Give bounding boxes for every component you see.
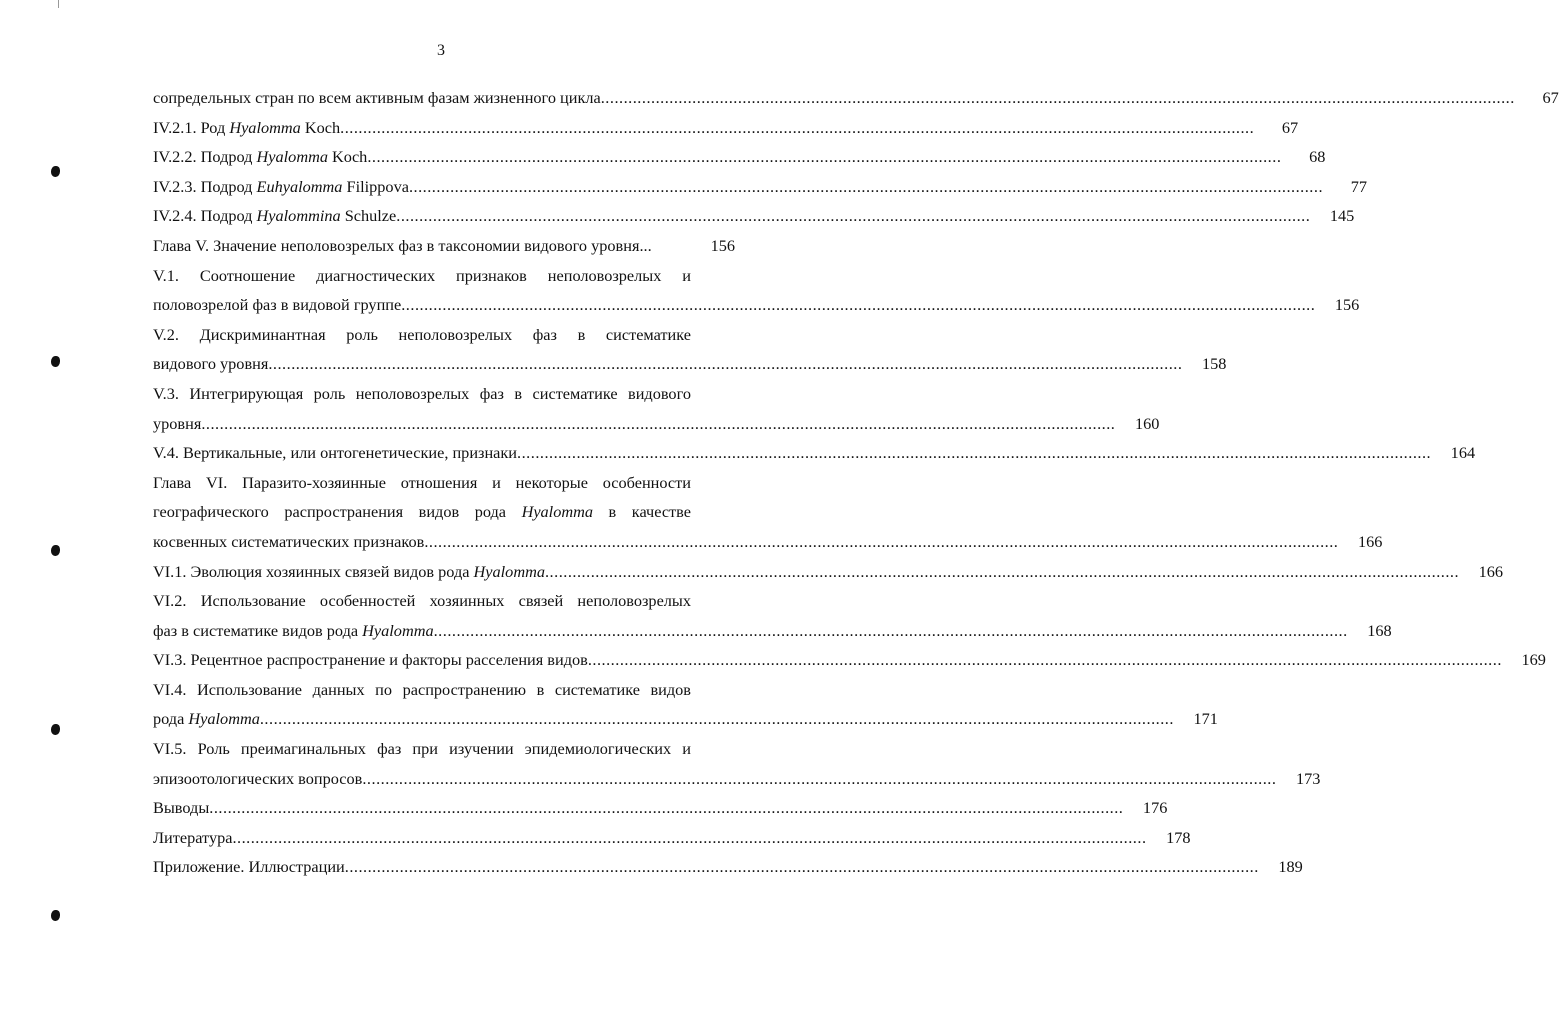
- binding-hole-mark: [51, 166, 60, 177]
- page-ref: 166: [1357, 531, 1383, 551]
- dot-leader: ........................................................................................................................................................................................................: [340, 117, 1255, 137]
- toc-entry-text: [153, 852, 345, 882]
- toc-line: [153, 83, 1559, 113]
- dot-leader: ........................................................................................................................................................................................................: [209, 798, 1124, 818]
- table-of-contents: [153, 83, 1559, 882]
- toc-entry-text: [153, 527, 424, 557]
- entry-text-part: V.4. Вертикальные, или онтогенетические, признаки: [153, 443, 518, 463]
- toc-entry-text: [153, 616, 434, 646]
- page-ref-spacer: [691, 320, 735, 350]
- entry-text-part: Koch: [327, 147, 368, 167]
- entry-text-part: IV.2.3. Подрод: [153, 176, 257, 196]
- toc-entry-text: [153, 734, 691, 764]
- toc-line: [153, 261, 735, 291]
- toc-entry-text: [153, 201, 396, 231]
- toc-line: [153, 764, 1321, 794]
- page-ref-spacer: [691, 734, 735, 764]
- page-ref-spacer: [691, 468, 735, 498]
- page-ref: 164: [1450, 443, 1476, 463]
- dot-leader: ........................................................................................................................................................................................................: [201, 413, 1116, 433]
- toc-line: [153, 142, 1326, 172]
- entry-text-part: IV.2.1. Род: [153, 117, 230, 137]
- toc-entry-text: [153, 704, 260, 734]
- binding-hole-mark: [51, 910, 60, 921]
- entry-text-part: сопредельных стран по всем активным фазам жизненного цикла: [153, 88, 601, 107]
- binding-hole-mark: [51, 545, 60, 556]
- entry-text-part: VI.1. Эволюция хозяинных связей видов рода: [153, 561, 474, 581]
- dot-leader: ........................................................................................................................................................................................................: [268, 354, 1183, 374]
- entry-text-part: Литература: [153, 827, 233, 847]
- entry-text-part: в качестве: [593, 502, 691, 522]
- taxon-name: Euhyalomma: [256, 176, 343, 196]
- toc-entry-text: [153, 379, 691, 409]
- toc-entry-text: [153, 231, 691, 261]
- entry-text-part: IV.2.2. Подрод: [153, 147, 257, 167]
- toc-line: [153, 172, 1368, 202]
- page-ref: 77: [1350, 176, 1368, 196]
- entry-text-part: эпизоотологических вопросов: [153, 768, 363, 788]
- entry-text-part: VI.3. Рецентное распространение и факторы расселения видов: [153, 650, 588, 670]
- entry-text-part: Schulze: [340, 206, 397, 226]
- toc-line: [153, 527, 1383, 557]
- toc-line: [153, 645, 1546, 675]
- page-ref: 156: [710, 235, 735, 255]
- toc-entry-text: [153, 468, 691, 498]
- toc-entry-text: [153, 557, 545, 587]
- page-ref-spacer: [691, 261, 735, 291]
- toc-entry-text: [153, 142, 367, 172]
- dot-leader: ........................................................................................................................................................................................................: [600, 88, 1515, 107]
- entry-text-part: половозрелой фаз в видовой группе: [153, 295, 402, 315]
- page-ref-spacer: [691, 675, 735, 705]
- page-ref: 169: [1521, 650, 1546, 670]
- dot-leader: ........................................................................................................................................................................................................: [401, 295, 1316, 315]
- dot-leader: ........................................................................................................................................................................................................: [396, 206, 1311, 226]
- toc-line: [153, 675, 735, 705]
- toc-entry-text: [153, 409, 201, 439]
- dot-leader: ........................................................................................................................................................................................................: [367, 147, 1282, 167]
- toc-line: [153, 231, 735, 261]
- toc-entry-text: [153, 586, 691, 616]
- toc-line: [153, 201, 1355, 231]
- toc-line: [153, 793, 1168, 823]
- binding-hole-mark: [51, 724, 60, 735]
- entry-text-part: Глава V. Значение неполовозрелых фаз в таксономии видового уровня...: [153, 235, 652, 255]
- page-ref: 68: [1309, 147, 1326, 167]
- toc-entry-text: [153, 113, 340, 143]
- page-ref: 67: [1281, 117, 1299, 137]
- scan-mark: [58, 0, 59, 8]
- page-ref: 166: [1478, 561, 1504, 581]
- dot-leader: ........................................................................................................................................................................................................: [408, 176, 1324, 196]
- page-ref: 176: [1142, 798, 1168, 818]
- toc-line: [153, 557, 1504, 587]
- entry-text-part: Приложение. Иллюстрации: [153, 857, 345, 877]
- toc-entry-text: [153, 497, 691, 527]
- toc-line: [153, 497, 735, 527]
- toc-entry-text: [153, 349, 268, 379]
- page-ref: 160: [1134, 413, 1160, 433]
- toc-entry-text: [153, 290, 401, 320]
- dot-leader: ........................................................................................................................................................................................................: [517, 443, 1432, 463]
- toc-entry-text: [153, 675, 691, 705]
- entry-text-part: VI.5. Роль преимагинальных фаз при изучении эпидемиологических и: [153, 739, 691, 759]
- toc-entry-text: [153, 764, 362, 794]
- dot-leader: ........................................................................................................................................................................................................: [232, 827, 1147, 847]
- toc-line: [153, 704, 1218, 734]
- taxon-name: Hyalomma: [229, 117, 301, 137]
- page-ref: 168: [1367, 620, 1392, 640]
- toc-entry-text: [153, 823, 232, 853]
- binding-hole-mark: [51, 356, 60, 367]
- page-ref-spacer: [691, 497, 735, 527]
- entry-text-part: IV.2.4. Подрод: [153, 206, 257, 226]
- toc-entry-text: [153, 793, 209, 823]
- entry-text-part: VI.2. Использование особенностей хозяинных связей неполовозрелых: [153, 591, 691, 611]
- entry-text-part: географического распространения видов рода: [153, 502, 522, 522]
- page-ref: 178: [1166, 827, 1191, 847]
- dot-leader: ........................................................................................................................................................................................................: [433, 620, 1348, 640]
- dot-leader: ........................................................................................................................................................................................................: [587, 650, 1502, 670]
- entry-text-part: Koch: [300, 117, 341, 137]
- toc-line: [153, 823, 1191, 853]
- toc-line: [153, 320, 735, 350]
- taxon-name: Hyalomma: [473, 561, 545, 581]
- page-ref: 171: [1193, 709, 1218, 729]
- toc-entry-text: [153, 83, 601, 113]
- entry-text-part: уровня: [153, 413, 202, 433]
- entry-text-part: Выводы: [153, 798, 210, 818]
- toc-line: [153, 852, 1303, 882]
- toc-line: [153, 468, 735, 498]
- toc-line: [153, 409, 1160, 439]
- dot-leader: ........................................................................................................................................................................................................: [544, 561, 1460, 581]
- taxon-name: Hyalomma: [256, 147, 328, 167]
- toc-entry-text: [153, 172, 409, 202]
- taxon-name: Hyalomma: [362, 620, 434, 640]
- toc-entry-text: [153, 438, 517, 468]
- taxon-name: Hyalomma: [521, 502, 594, 522]
- toc-line: [153, 616, 1392, 646]
- toc-entry-text: [153, 645, 588, 675]
- page-ref: 145: [1329, 206, 1355, 226]
- toc-line: [153, 379, 735, 409]
- entry-text-part: V.1. Соотношение диагностических признаков неполовозрелых и: [153, 265, 691, 285]
- page-ref: 158: [1201, 354, 1227, 374]
- toc-entry-text: [153, 261, 691, 291]
- entry-text-part: фаз в систематике видов рода: [153, 620, 363, 640]
- toc-line: [153, 290, 1360, 320]
- entry-text-part: рода: [153, 709, 189, 729]
- toc-entry-text: [153, 320, 691, 350]
- entry-text-part: V.2. Дискриминантная роль неполовозрелых фаз в систематике: [153, 324, 691, 344]
- entry-text-part: Глава VI. Паразито-хозяинные отношения и некоторые особенности: [153, 472, 691, 492]
- page-ref: 156: [1334, 295, 1360, 315]
- dot-leader: ........................................................................................................................................................................................................: [424, 531, 1339, 551]
- page-number: 3: [437, 42, 445, 59]
- entry-text-part: V.3. Интегрирующая роль неполовозрелых фаз в систематике видового: [153, 383, 691, 403]
- dot-leader: ........................................................................................................................................................................................................: [259, 709, 1174, 729]
- toc-line: [153, 586, 735, 616]
- entry-text-part: видового уровня: [153, 354, 269, 374]
- page-ref: 189: [1278, 857, 1303, 877]
- taxon-name: Hyalommina: [256, 206, 341, 226]
- page-ref: 67: [1542, 88, 1559, 107]
- toc-line: [153, 734, 735, 764]
- page-ref-spacer: [691, 586, 735, 616]
- entry-text-part: VI.4. Использование данных по распространению в систематике видов: [153, 679, 691, 699]
- toc-line: [153, 349, 1227, 379]
- dot-leader: ........................................................................................................................................................................................................: [362, 768, 1277, 788]
- toc-line: [153, 438, 1476, 468]
- page-ref: 173: [1296, 768, 1321, 788]
- toc-line: [153, 113, 1299, 143]
- entry-text-part: косвенных систематических признаков: [153, 531, 425, 551]
- page-ref-spacer: [691, 379, 735, 409]
- entry-text-part: Filippova: [342, 176, 409, 196]
- dot-leader: ........................................................................................................................................................................................................: [344, 857, 1259, 877]
- taxon-name: Hyalomma: [188, 709, 260, 729]
